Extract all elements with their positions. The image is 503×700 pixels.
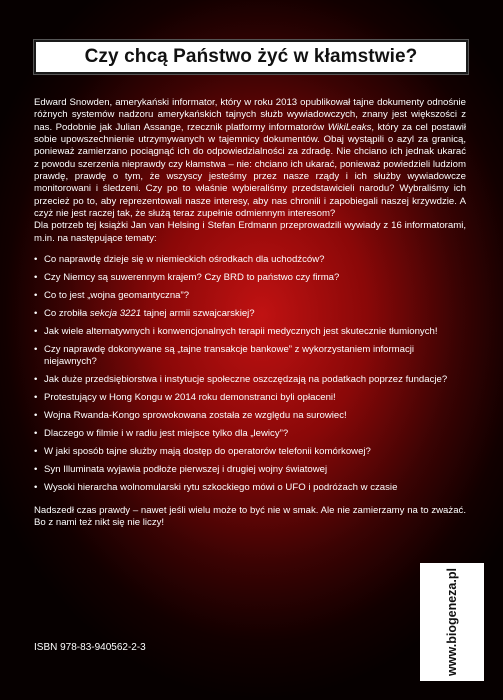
list-item: • Protestujący w Hong Kongu w 2014 roku demonstranci byli opłaceni!	[34, 392, 466, 404]
list-item: • Jak wiele alternatywnych i konwencjonalnych terapii medycznych jest skutecznie tłumionych!	[34, 326, 466, 338]
list-item: • Co to jest „wojna geomantyczna”?	[34, 290, 466, 302]
book-title: Czy chcą Państwo żyć w kłamstwie?	[84, 46, 418, 67]
publisher-url: www.biogeneza.pl	[445, 568, 460, 676]
list-item: • Czy naprawdę dokonywane są „tajne transakcje bankowe” z wykorzystaniem informacji niejawnych?	[34, 344, 466, 369]
interviews-paragraph: Dla potrzeb tej książki Jan van Helsing i Stefan Erdmann przeprowadzili wywiady z 16 informatorami, m.in. na następujące tematy:	[34, 220, 466, 244]
topics-list	[34, 254, 466, 494]
title-banner	[34, 40, 468, 74]
list-item: • Dlaczego w filmie i w radiu jest miejsce tylko dla „lewicy”?	[34, 428, 466, 440]
list-item: • Wojna Rwanda-Kongo sprowokowana została ze względu na surowiec!	[34, 410, 466, 422]
list-item: • Syn Illuminata wyjawia podłoże pierwszej i drugiej wojny światowej	[34, 464, 466, 476]
list-item: • Wysoki hierarcha wolnomularski rytu szkockiego mówi o UFO i podróżach w czasie	[34, 482, 466, 494]
list-item	[34, 308, 466, 320]
list-item-text: tajnej armii szwajcarskiej?	[141, 307, 255, 319]
list-item: • Co naprawdę dzieje się w niemieckich ośrodkach dla uchodźców?	[34, 254, 466, 266]
publisher-logo	[420, 563, 484, 681]
list-item: • Czy Niemcy są suwerennym krajem? Czy BRD to państwo czy firma?	[34, 272, 466, 284]
intro-text-part-1: Edward Snowden, amerykański informator, który w roku 2013 opublikował tajne dokumenty odnośnie różnych systemów nadzoru amerykańskich tajnych służb wywiadowczych, znany jest większości z nas. Podobnie jak Julian Assange, rzecznik platformy informatorów	[34, 97, 466, 133]
closing-paragraph: Nadszedł czas prawdy – nawet jeśli wielu może to być nie w smak. Ale nie zamierzamy na to zważać. Bo z nami też nikt się nie liczy!	[34, 505, 466, 529]
intro-paragraph	[34, 97, 466, 220]
isbn-number: ISBN 978-83-940562-2-3	[34, 642, 146, 653]
list-item-text: Co zrobiła	[44, 307, 90, 319]
list-item-italic: sekcja 3221	[89, 307, 142, 319]
list-item: • W jaki sposób tajne służby mają dostęp do operatorów telefonii komórkowej?	[34, 446, 466, 458]
back-cover-text	[34, 97, 466, 530]
wikileaks-italic: WikiLeaks	[327, 121, 372, 133]
list-item: • Jak duże przedsiębiorstwa i instytucje społeczne oszczędzają na podatkach poprzez fundacje?	[34, 374, 466, 386]
intro-text-part-2: , który za cel postawił sobie upowszechnienie utrzymywanych w tajemnicy dokumentów. Obaj wystąpili o azyl za granicą, ponieważ zamierzano pociągnąć ich do odpowiedzialności za zdradę. Nie chciano ich jednak ukarać z powodu szerzenia nieprawdy czy kłamstwa – nie: chciano ich ukarać, ponieważ powiedzieli ludziom prawdę, prawdę o tym, że wszyscy jesteśmy przez nasze rządy i ich służby wywiadowcze monitorowani i śledzeni. Czy po to właśnie wybieraliśmy przedstawicieli narodu? Wybraliśmy ich przecież po to, aby reprezentowali nasze interesy, aby nas chronili i zapobiegali naszej krzywdzie. A czyż nie jest raczej tak, że służą teraz zupełnie odmiennym interesom?	[34, 121, 466, 220]
